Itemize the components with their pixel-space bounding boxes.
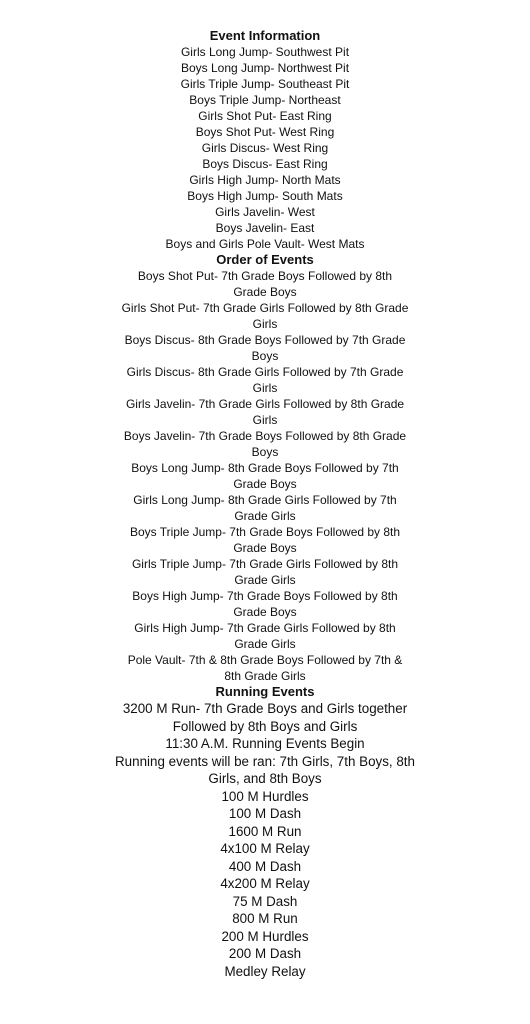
event-info-item: Girls Long Jump- Southwest Pit xyxy=(180,45,350,59)
order-item: Boys Triple Jump- 7th Grade Boys Followed by 8th Grade Boys xyxy=(129,525,401,555)
event-info-item: Boys Triple Jump- Northeast xyxy=(189,93,341,107)
event-info-item: Boys Shot Put- West Ring xyxy=(195,125,335,139)
running-order-note: Running events will be ran: 7th Girls, 7th Boys, 8th Girls, and 8th Boys xyxy=(115,753,415,786)
event-info-item: Boys Javelin- East xyxy=(215,221,315,235)
running-events-heading: Running Events xyxy=(215,684,315,699)
running-event-item: 200 M Hurdles xyxy=(221,928,309,944)
running-event-item: 400 M Dash xyxy=(228,858,302,874)
order-item: Boys High Jump- 7th Grade Boys Followed by 8th Grade Boys xyxy=(132,589,398,619)
running-event-item: 4x100 M Relay xyxy=(220,841,310,856)
running-event-item: 800 M Run xyxy=(232,911,298,926)
running-event-item: 100 M Dash xyxy=(228,806,302,821)
running-event-item: 1600 M Run xyxy=(228,823,302,839)
order-item: Boys Long Jump- 8th Grade Boys Followed by 7th Grade Boys xyxy=(131,461,399,491)
order-item: Boys Javelin- 7th Grade Boys Followed by 8th Grade Boys xyxy=(123,429,407,459)
running-3200-note: 3200 M Run- 7th Grade Boys and Girls together Followed by 8th Boys and Girls xyxy=(122,701,408,734)
event-info-item: Girls Discus- West Ring xyxy=(201,141,329,155)
running-event-item: 200 M Dash xyxy=(228,946,302,961)
order-item: Boys Discus- 8th Grade Boys Followed by 7th Grade Boys xyxy=(124,333,406,363)
order-of-events-list xyxy=(0,268,530,684)
event-info-item: Girls Triple Jump- Southeast Pit xyxy=(180,77,350,91)
event-info-item: Boys High Jump- South Mats xyxy=(187,189,343,203)
order-item: Boys Shot Put- 7th Grade Boys Followed by 8th Grade Boys xyxy=(137,269,393,299)
running-event-item: 75 M Dash xyxy=(232,893,298,909)
event-information-heading: Event Information xyxy=(209,28,321,43)
order-item: Girls Shot Put- 7th Grade Girls Followed by 8th Grade Girls xyxy=(121,301,409,331)
order-item: Girls Long Jump- 8th Grade Girls Followed by 7th Grade Girls xyxy=(133,493,397,523)
running-event-item: 100 M Hurdles xyxy=(221,788,309,804)
order-item: Girls High Jump- 7th Grade Girls Followed by 8th Grade Girls xyxy=(134,621,396,651)
order-item: Girls Discus- 8th Grade Girls Followed by 7th Grade Girls xyxy=(126,365,404,395)
running-begin-time: 11:30 A.M. Running Events Begin xyxy=(165,736,365,751)
event-information-list xyxy=(0,44,530,252)
order-item: Girls Javelin- 7th Grade Girls Followed by 8th Grade Girls xyxy=(125,397,405,427)
event-info-item: Girls High Jump- North Mats xyxy=(189,173,341,187)
event-info-item: Girls Javelin- West xyxy=(215,205,315,219)
event-info-item: Boys Long Jump- Northwest Pit xyxy=(180,61,350,75)
order-item: Girls Triple Jump- 7th Grade Girls Followed by 8th Grade Girls xyxy=(131,557,399,587)
running-event-item: Medley Relay xyxy=(224,963,306,979)
order-of-events-heading: Order of Events xyxy=(216,252,314,267)
running-events-list xyxy=(0,788,530,981)
event-info-item: Boys Discus- East Ring xyxy=(202,157,328,171)
event-info-item: Boys and Girls Pole Vault- West Mats xyxy=(165,237,365,251)
order-item: Pole Vault- 7th & 8th Grade Boys Followed by 7th & 8th Grade Girls xyxy=(127,653,403,683)
running-event-item: 4x200 M Relay xyxy=(220,876,310,891)
event-info-item: Girls Shot Put- East Ring xyxy=(198,109,332,123)
